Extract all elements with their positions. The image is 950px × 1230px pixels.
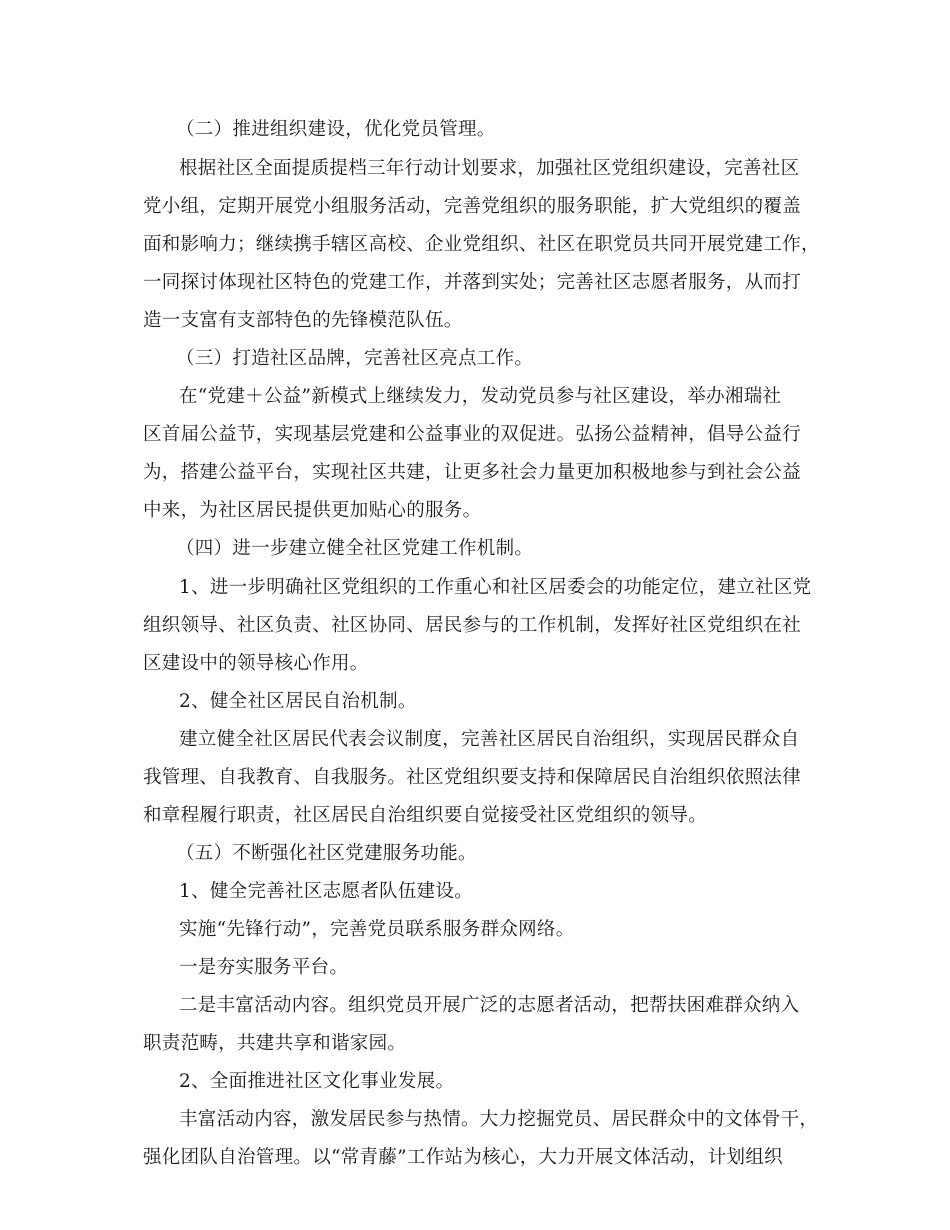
paragraph-line: 丰富活动内容，激发居民参与热情。大力挖掘党员、居民群众中的文体骨干，: [179, 1109, 819, 1130]
paragraph-line: 职责范畴，共建共享和谐家园。: [143, 1033, 407, 1054]
paragraph-line: 1、进一步明确社区党组织的工作重心和社区居委会的功能定位，建立社区党: [179, 577, 812, 598]
paragraph-line: 和章程履行职责，社区居民自治组织要自觉接受社区党组织的领导。: [143, 805, 708, 826]
paragraph-line: 组织领导、社区负责、社区协同、居民参与的工作机制，发挥好社区党组织在社: [143, 615, 802, 636]
section-heading-5: （五）不断强化社区党建服务功能。: [176, 843, 477, 864]
paragraph-line: 1、健全完善社区志愿者队伍建设。: [179, 881, 474, 902]
paragraph-line: 党小组，定期开展党小组服务活动，完善党组织的服务职能，扩大党组织的覆盖: [143, 196, 802, 217]
paragraph-line: 二是丰富活动内容。组织党员开展广泛的志愿者活动，把帮扶困难群众纳入: [179, 995, 800, 1016]
paragraph-line: 区建设中的领导核心作用。: [143, 653, 369, 674]
paragraph-line: 强化团队自治管理。以“常青藤”工作站为核心，大力开展文体活动，计划组织: [143, 1147, 783, 1168]
paragraph-line: 根据社区全面提质提档三年行动计划要求，加强社区党组织建设，完善社区: [179, 158, 800, 179]
paragraph-line: 一是夯实服务平台。: [179, 957, 349, 978]
paragraph-line: 区首届公益节，实现基层党建和公益事业的双促进。弘扬公益精神，倡导公益行: [143, 424, 802, 445]
section-heading-4: （四）进一步建立健全社区党建工作机制。: [176, 538, 534, 559]
paragraph-line: 面和影响力；继续携手辖区高校、企业党组织、社区在职党员共同开展党建工作，: [143, 234, 820, 255]
paragraph-line: 2、健全社区居民自治机制。: [179, 691, 417, 712]
paragraph-line: 我管理、自我教育、自我服务。社区党组织要支持和保障居民自治组织依照法律: [143, 767, 802, 788]
paragraph-line: 在“党建＋公益”新模式上继续发力，发动党员参与社区建设，举办湘瑞社: [179, 386, 782, 407]
paragraph-line: 中来，为社区居民提供更加贴心的服务。: [143, 500, 482, 521]
section-heading-2: （二）推进组织建设，优化党员管理。: [176, 119, 496, 140]
paragraph-line: 2、全面推进社区文化事业发展。: [179, 1071, 455, 1092]
paragraph-line: 造一支富有支部特色的先锋模范队伍。: [143, 310, 463, 331]
section-heading-3: （三）打造社区品牌，完善社区亮点工作。: [176, 348, 534, 369]
paragraph-line: 实施“先锋行动”，完善党员联系服务群众网络。: [179, 919, 575, 940]
paragraph-line: 为，搭建公益平台，实现社区共建，让更多社会力量更加积极地参与到社会公益: [143, 462, 802, 483]
paragraph-line: 建立健全社区居民代表会议制度，完善社区居民自治组织，实现居民群众自: [179, 729, 800, 750]
paragraph-line: 一同探讨体现社区特色的党建工作，并落到实处；完善社区志愿者服务，从而打: [143, 272, 802, 293]
